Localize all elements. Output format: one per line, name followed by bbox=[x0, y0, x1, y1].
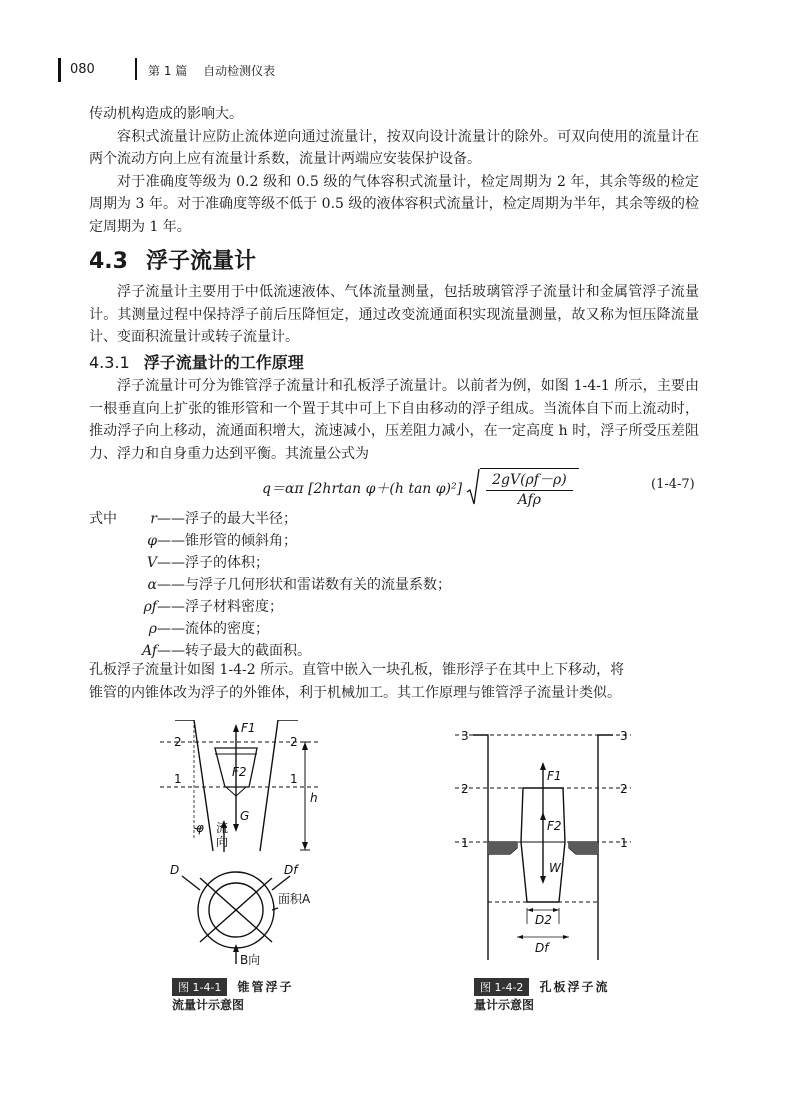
diameter-d-label: D bbox=[170, 863, 180, 877]
equation-lhs: q＝απ [2hrtan φ＋(h tan φ)²] bbox=[262, 481, 463, 497]
intro-text bbox=[89, 103, 699, 239]
em-dash: —— bbox=[157, 555, 185, 571]
orifice-line-1: 孔板浮子流量计如图 1-4-2 所示。直管中嵌入一块孔板，锥形浮子在其中上下移动，将 bbox=[89, 662, 625, 678]
em-dash: —— bbox=[157, 577, 185, 593]
em-dash: —— bbox=[157, 511, 185, 527]
height-h-label: h bbox=[310, 791, 318, 805]
running-head bbox=[148, 62, 287, 79]
force-f2-label: F2 bbox=[547, 819, 562, 833]
figure-2-badge: 图 1-4-2 bbox=[474, 978, 529, 996]
definition-text: 浮子的最大半径； bbox=[185, 511, 297, 527]
symbol-definitions bbox=[89, 508, 451, 662]
section-heading bbox=[89, 244, 256, 275]
equation-radical bbox=[466, 468, 579, 508]
definition-text: 锥形管的倾斜角； bbox=[185, 533, 297, 549]
orifice-flowmeter-diagram bbox=[455, 730, 635, 965]
level-3-right: 3 bbox=[620, 730, 628, 743]
definition-row bbox=[89, 552, 451, 574]
intro-para-1: 传动机构造成的影响大。 bbox=[89, 106, 243, 122]
definition-symbol: V bbox=[146, 555, 157, 571]
em-dash: —— bbox=[157, 533, 185, 549]
level-1-right: 1 bbox=[290, 772, 298, 786]
definition-row bbox=[89, 574, 451, 596]
section-title: 浮子流量计 bbox=[145, 249, 256, 274]
force-f1-label: F1 bbox=[547, 769, 562, 783]
orifice-text bbox=[89, 659, 699, 705]
angle-phi-label: φ bbox=[196, 821, 204, 835]
diameter-df-label: Df bbox=[535, 941, 549, 955]
subsection-title: 浮子流量计的工作原理 bbox=[143, 353, 304, 372]
definition-row bbox=[89, 596, 451, 618]
flow-label-2: 向 bbox=[216, 835, 229, 849]
definitions-lead: 式中 bbox=[89, 511, 117, 527]
definition-text: 流体的密度； bbox=[185, 621, 269, 637]
subsection-number: 4.3.1 bbox=[89, 353, 130, 372]
figure-1-caption bbox=[172, 976, 293, 996]
principle-para: 浮子流量计可分为锥管浮子流量计和孔板浮子流量计。以前者为例，如图 1-4-1 所示，主要由一根垂直向上扩张的锥形管和一个置于其中可上下自由移动的浮子组成。当流体自下而上流动时，推动浮子向上移动，流通面积增大，流速减小，压差阻力减小，在一定高度 h 时，浮子所受压差阻力、浮力和自身重力达到平衡。其流量公式为 bbox=[89, 378, 699, 462]
equation-number: (1-4-7) bbox=[651, 477, 695, 492]
flow-label-1: 流 bbox=[216, 821, 229, 835]
level-2-left: 2 bbox=[174, 735, 182, 749]
section-para: 浮子流量计主要用于中低流速液体、气体流量测量，包括玻璃管浮子流量计和金属管浮子流量计。其测量过程中保持浮子前后压降恒定，通过改变流通面积实现流量测量，故又称为恒压降流量计、变面积流量计或转子流量计。 bbox=[89, 284, 699, 346]
running-head-chapter: 自动检测仪表 bbox=[203, 64, 276, 78]
header-divider bbox=[135, 58, 137, 80]
cone-flowmeter-diagram bbox=[160, 720, 335, 970]
figure-orifice-flowmeter bbox=[455, 730, 635, 969]
running-head-part: 第 1 篇 bbox=[148, 64, 188, 78]
level-3-left: 3 bbox=[461, 730, 469, 743]
gravity-g-label: G bbox=[240, 809, 250, 823]
equation-fraction bbox=[480, 468, 579, 508]
page-header bbox=[0, 58, 790, 88]
definition-row bbox=[89, 618, 451, 640]
figure-1-caption-a: 锥管浮子 bbox=[237, 980, 294, 994]
em-dash: —— bbox=[157, 643, 185, 659]
level-2-right: 2 bbox=[620, 782, 628, 796]
definition-symbol: α bbox=[147, 577, 157, 593]
figure-2-caption-b: 量计示意图 bbox=[474, 998, 535, 1012]
figure-2-caption-a: 孔板浮子流 bbox=[539, 980, 610, 994]
level-2-left: 2 bbox=[461, 782, 469, 796]
figure-cone-flowmeter bbox=[160, 720, 335, 974]
section-intro-text bbox=[89, 281, 699, 349]
sqrt-sign-icon bbox=[466, 468, 480, 508]
definition-symbol: φ bbox=[147, 533, 157, 549]
section-number: 4.3 bbox=[89, 249, 128, 274]
level-1-left: 1 bbox=[461, 836, 469, 850]
figure-1-caption-b: 流量计示意图 bbox=[172, 998, 245, 1012]
definition-text: 浮子材料密度； bbox=[185, 599, 283, 615]
view-b-label: B向 bbox=[240, 953, 261, 967]
intro-para-2: 容积式流量计应防止流体逆向通过流量计，按双向设计流量计的除外。可双向使用的流量计在两个流动方向上应有流量计系数，流量计两端应安装保护设备。 bbox=[89, 128, 699, 168]
flow-equation bbox=[262, 468, 579, 508]
em-dash: —— bbox=[157, 599, 185, 615]
definition-row bbox=[89, 508, 451, 530]
level-1-left: 1 bbox=[174, 772, 182, 786]
diameter-df-label: Df bbox=[284, 863, 298, 877]
subsection-heading bbox=[89, 350, 304, 373]
force-f1-label: F1 bbox=[241, 721, 256, 735]
definition-text: 浮子的体积； bbox=[185, 555, 269, 571]
principle-text bbox=[89, 375, 699, 465]
header-left-bar bbox=[58, 58, 61, 82]
intro-para-3: 对于准确度等级为 0.2 级和 0.5 级的气体容积式流量计，检定周期为 2 年，其余等级的检定周期为 3 年。对于准确度等级不低于 0.5 级的液体容积式流量计，检定周期为半年，其余等级的检定周期为 1 年。 bbox=[89, 173, 699, 235]
em-dash: —— bbox=[157, 621, 185, 637]
figure-1-badge: 图 1-4-1 bbox=[172, 978, 227, 996]
diameter-d2-label: D2 bbox=[535, 913, 552, 927]
force-f2-label: F2 bbox=[232, 765, 247, 779]
orifice-line-2: 锥管的内锥体改为浮子的外锥体，利于机械加工。其工作原理与锥管浮子流量计类似。 bbox=[89, 685, 621, 701]
definition-symbol: Af bbox=[141, 643, 157, 659]
figure-2-caption bbox=[474, 976, 609, 996]
weight-w-label: W bbox=[549, 861, 561, 875]
equation-denominator: Afρ bbox=[517, 492, 542, 508]
equation-numerator: 2gV(ρf－ρ) bbox=[486, 469, 573, 491]
definition-row bbox=[89, 530, 451, 552]
definition-symbol: r bbox=[150, 511, 157, 527]
area-a-label: 面积A bbox=[278, 892, 311, 906]
definition-symbol: ρ bbox=[148, 621, 157, 637]
page-number: 080 bbox=[70, 62, 95, 77]
definition-text: 转子最大的截面积。 bbox=[185, 643, 311, 659]
definition-symbol: ρf bbox=[143, 599, 157, 615]
level-1-right: 1 bbox=[620, 836, 628, 850]
level-2-right: 2 bbox=[290, 735, 298, 749]
definition-text: 与浮子几何形状和雷诺数有关的流量系数； bbox=[185, 577, 451, 593]
